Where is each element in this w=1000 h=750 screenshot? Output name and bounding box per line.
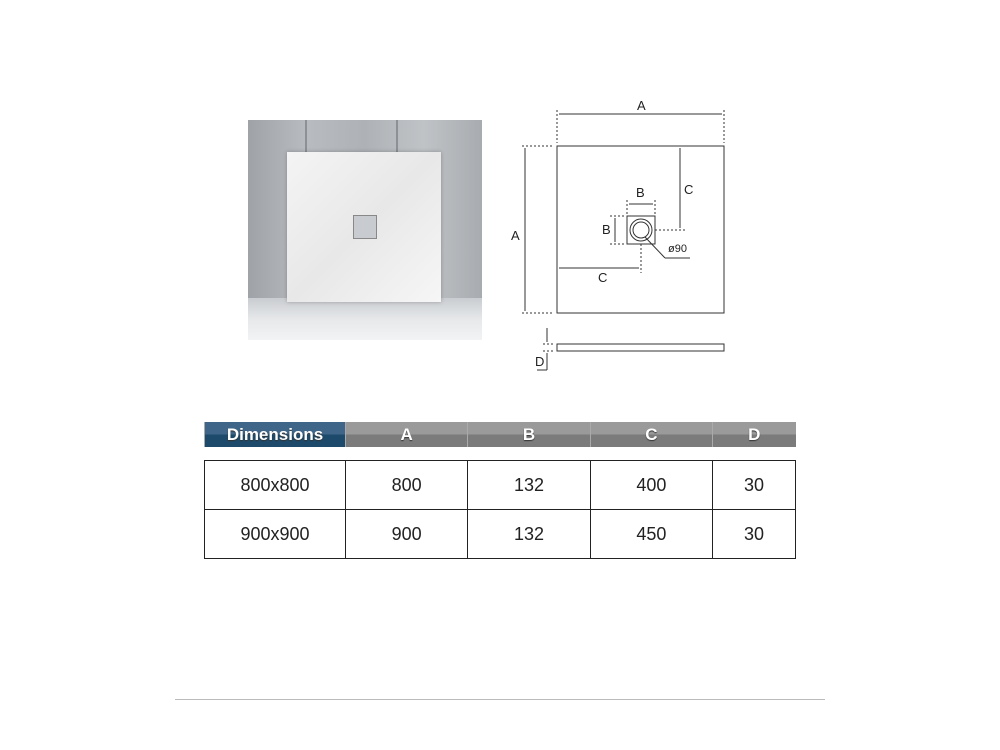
label-a-side: A bbox=[511, 228, 520, 243]
cell-b: 132 bbox=[468, 510, 590, 559]
header-b: B bbox=[468, 422, 590, 447]
drain-square bbox=[627, 216, 655, 244]
label-a-top: A bbox=[637, 98, 646, 113]
tray-outline bbox=[557, 146, 724, 313]
tray-profile bbox=[557, 344, 724, 351]
table-header bbox=[205, 422, 796, 447]
dimensions-table bbox=[204, 422, 796, 559]
cell-d: 30 bbox=[713, 461, 796, 510]
cell-d: 30 bbox=[713, 510, 796, 559]
cell-size: 900x900 bbox=[205, 510, 346, 559]
header-dimensions: Dimensions bbox=[205, 422, 346, 447]
table-row bbox=[205, 510, 796, 559]
cell-size: 800x800 bbox=[205, 461, 346, 510]
label-b-side: B bbox=[602, 222, 611, 237]
cell-c: 400 bbox=[590, 461, 712, 510]
header-d: D bbox=[713, 422, 796, 447]
label-d: D bbox=[535, 354, 545, 369]
header-c: C bbox=[590, 422, 712, 447]
cell-a: 900 bbox=[346, 510, 468, 559]
label-b-top: B bbox=[636, 185, 645, 200]
table-row bbox=[205, 461, 796, 510]
cell-a: 800 bbox=[346, 461, 468, 510]
divider bbox=[175, 699, 825, 700]
label-c-right: C bbox=[684, 182, 694, 197]
cell-b: 132 bbox=[468, 461, 590, 510]
label-c-bottom: C bbox=[598, 270, 608, 285]
cell-c: 450 bbox=[590, 510, 712, 559]
label-drain-diameter: ø90 bbox=[668, 243, 687, 255]
header-a: A bbox=[346, 422, 468, 447]
